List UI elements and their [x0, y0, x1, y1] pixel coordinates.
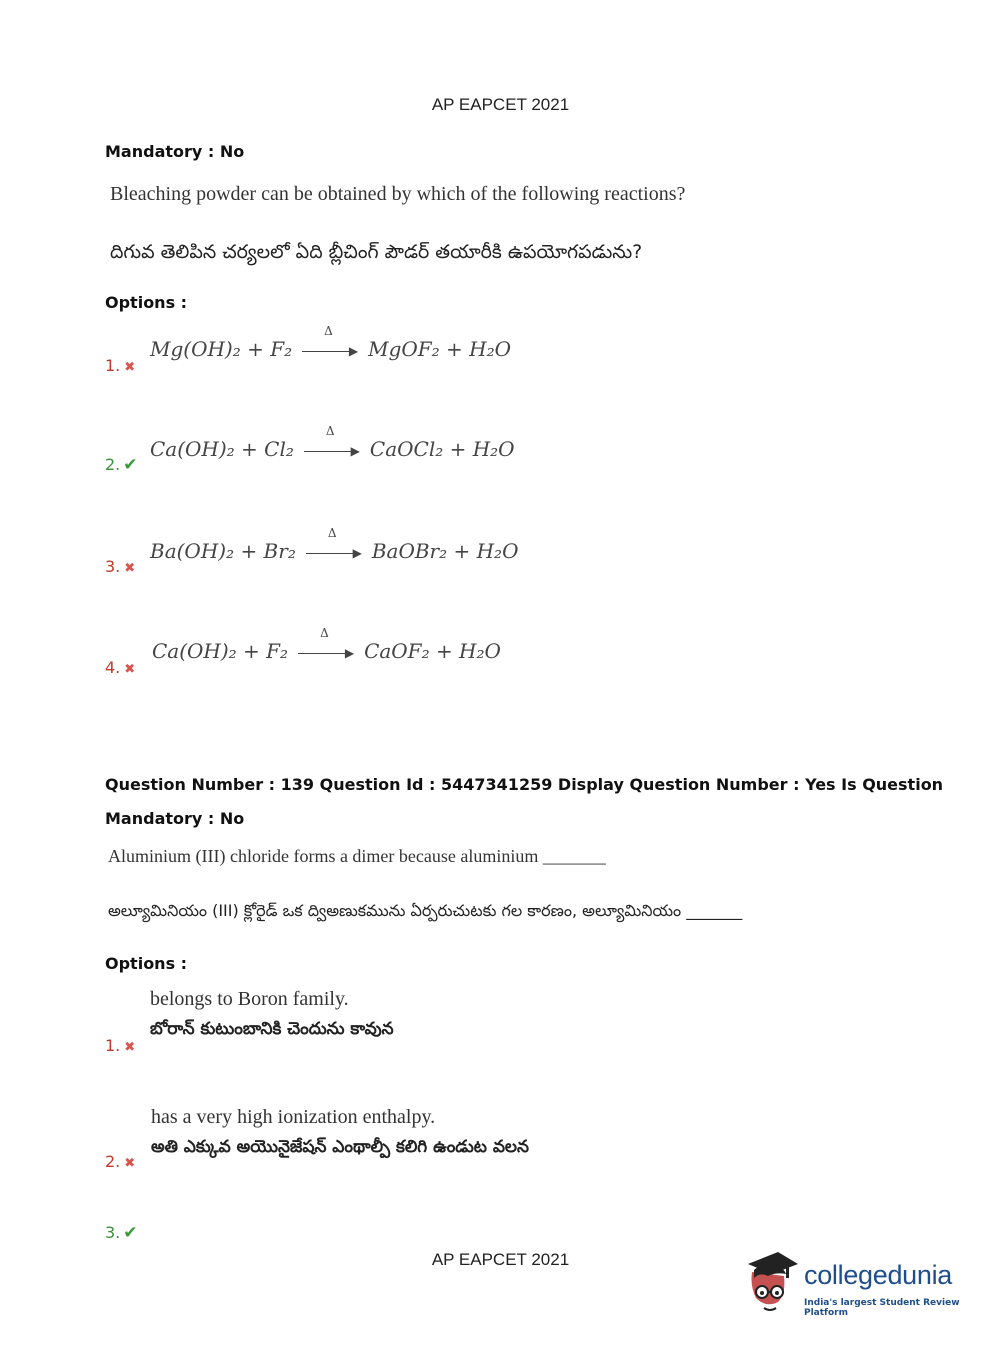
equation-products: CaOCl₂ + H₂O	[369, 437, 515, 461]
logo-tagline: India's largest Student Review Platform	[804, 1298, 960, 1318]
page-footer-title: AP EAPCET 2021	[431, 1250, 570, 1269]
q1-mandatory: Mandatory : No	[105, 142, 245, 161]
cross-icon: ✖	[124, 561, 136, 576]
heat-symbol: Δ	[327, 525, 337, 540]
option-number: 1.	[105, 1036, 121, 1055]
q2-question-telugu: అల్యూమినియం (III) క్లోరైడ్ ఒక ద్విఅణుకమును ఏర్పరుచుటకు గల కారణం, అల్యూమినియం _______	[108, 901, 743, 920]
page-header-title: AP EAPCET 2021	[431, 95, 570, 114]
q1-question-telugu: దిగువ తెలిపిన చర్యలలో ఏది బ్లీచింగ్ పౌడర్ తయారీకి ఉపయోగపడును?	[110, 241, 643, 263]
option-number: 1.	[105, 356, 121, 375]
q2-option-1-text-telugu: బోరాన్ కుటుంబానికి చెందును కావున	[150, 1019, 394, 1039]
equation-reactants: Ba(OH)₂ + Br₂	[150, 539, 296, 563]
q2-option-1-number	[105, 1036, 135, 1055]
collegedunia-logo	[742, 1250, 972, 1320]
heat-symbol: Δ	[324, 323, 333, 338]
equation-products: MgOF₂ + H₂O	[368, 337, 512, 361]
equation-products: CaOF₂ + H₂O	[364, 639, 501, 663]
cross-icon: ✖	[124, 1156, 136, 1171]
option-number: 4.	[105, 658, 121, 677]
q2-mandatory: Mandatory : No	[105, 809, 245, 828]
equation-products: BaOBr₂ + H₂O	[371, 539, 519, 563]
q1-question-english: Bleaching powder can be obtained by which of the following reactions?	[110, 183, 686, 205]
q1-option-2-number	[105, 455, 138, 475]
q2-option-2-text-telugu: అతి ఎక్కువ అయొనైజేషన్ ఎంథాల్పీ కలిగి ఉండుట వలన	[151, 1137, 529, 1157]
reaction-arrow: Δ ▶	[298, 646, 354, 660]
heat-symbol: Δ	[325, 423, 335, 438]
equation-reactants: Mg(OH)₂ + F₂	[150, 337, 293, 361]
q2-option-3-number	[105, 1223, 138, 1243]
q2-option-1-text-english: belongs to Boron family.	[150, 988, 349, 1010]
option-number: 2.	[105, 1152, 121, 1171]
option-number: 3.	[105, 1223, 121, 1242]
mascot-icon	[742, 1250, 802, 1320]
q2-option-2-number	[105, 1152, 135, 1171]
q1-option-4-number	[105, 658, 135, 677]
cross-icon: ✖	[124, 662, 136, 677]
reaction-arrow: Δ ▶	[306, 546, 362, 560]
q1-option-3-number	[105, 557, 135, 576]
option-number: 3.	[105, 557, 121, 576]
reaction-arrow: Δ ▶	[302, 344, 358, 358]
reaction-arrow: Δ ▶	[304, 444, 360, 458]
q2-options-label: Options :	[105, 954, 188, 973]
q2-info-line: Question Number : 139 Question Id : 5447341259 Display Question Number : Yes Is Question	[105, 775, 944, 794]
check-icon: ✔	[123, 455, 138, 475]
q1-option-4-equation	[152, 625, 501, 663]
q1-option-2-equation	[150, 423, 515, 461]
q1-options-label: Options :	[105, 293, 188, 312]
q1-option-1-number	[105, 356, 135, 375]
cross-icon: ✖	[124, 360, 136, 375]
option-number: 2.	[105, 455, 121, 474]
equation-reactants: Ca(OH)₂ + F₂	[152, 639, 289, 663]
q1-option-1-equation	[150, 323, 512, 361]
check-icon: ✔	[123, 1223, 138, 1243]
q2-option-2-text-english: has a very high ionization enthalpy.	[151, 1106, 436, 1128]
q2-question-english: Aluminium (III) chloride forms a dimer because aluminium _______	[108, 846, 606, 866]
q1-option-3-equation	[150, 525, 519, 563]
equation-reactants: Ca(OH)₂ + Cl₂	[150, 437, 294, 461]
logo-wordmark: collegedunia	[804, 1260, 953, 1290]
heat-symbol: Δ	[320, 625, 329, 640]
cross-icon: ✖	[124, 1040, 136, 1055]
